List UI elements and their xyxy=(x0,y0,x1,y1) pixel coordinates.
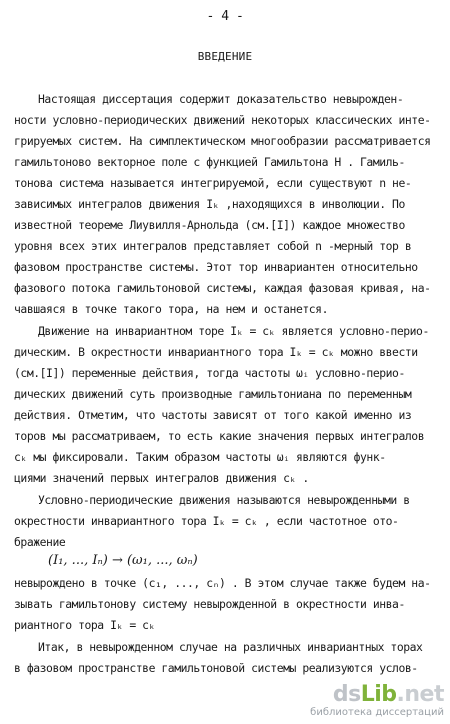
text-line: ности условно-периодических движений некоторых классических инте- xyxy=(14,113,431,127)
section-heading: ВВЕДЕНИЕ xyxy=(197,50,253,63)
text-line: Итак, в невырожденном случае на различных инвариантных торах xyxy=(38,640,423,654)
text-line: известной теореме Лиувилля-Арнольда (см.[I]) каждое множество xyxy=(14,218,405,232)
text-line: чавшаяся в точке такого тора, на нем и останется. xyxy=(14,302,328,316)
text-line: (см.[I]) переменные действия, тогда частоты ωᵢ условно-перио- xyxy=(14,366,405,380)
text-line: тонова система называется интегрируемой, если существуют n не- xyxy=(14,176,412,190)
dslib-logo: dsLib.net xyxy=(332,682,444,707)
watermark-subtitle: библиотека диссертаций xyxy=(310,707,444,718)
text-line: действия. Отметим, что частоты зависят от того какой именно из xyxy=(14,408,412,422)
dslib-watermark xyxy=(310,684,444,718)
text-line: риантного тора Iₖ = cₖ xyxy=(14,618,155,632)
text-line: дическим. В окрестности инвариантного тора Iₖ = cₖ можно ввести xyxy=(14,345,418,359)
text-line: циями значений первых интегралов движения cₖ . xyxy=(14,471,309,485)
text-line: дических движений суть производные гамильтониана по переменным xyxy=(14,387,412,401)
text-line: уровня всех этих интегралов представляет собой n -мерный тор в xyxy=(14,239,412,253)
page-number: - 4 - xyxy=(206,9,244,24)
text-line: бражение xyxy=(14,535,66,549)
text-line: фазовом пространстве системы. Этот тор инвариантен относительно xyxy=(14,260,418,274)
text-line: cₖ мы фиксировали. Таким образом частоты ωᵢ являются функ- xyxy=(14,450,386,464)
text-line: фазового потока гамильтоновой системы, каждая фазовая кривая, на- xyxy=(14,281,431,295)
text-line: торов мы рассматриваем, то есть какие значения первых интегралов xyxy=(14,429,425,443)
text-line: Настоящая диссертация содержит доказательство невырожден- xyxy=(38,92,404,106)
text-line: Условно-периодические движения называются невырожденными в xyxy=(38,493,410,507)
text-line: гамильтоново векторное поле с функцией Гамильтона H . Гамиль- xyxy=(14,155,405,169)
text-line: зависимых интегралов движения Iₖ ,находящихся в инволюции. По xyxy=(14,197,405,211)
text-line: невырождено в точке (c₁, ..., cₙ) . В этом случае также будем на- xyxy=(14,576,431,590)
text-line: в фазовом пространстве гамильтоновой системы реализуются услов- xyxy=(14,661,418,675)
text-line: грируемых систем. На симплектическом многообразии рассматривается xyxy=(14,134,431,148)
formula-line: (I₁, ..., Iₙ) → (ω₁, ..., ωₙ) xyxy=(48,553,198,568)
text-line: окрестности инвариантного тора Iₖ = cₖ , если частотное ото- xyxy=(14,514,399,528)
text-line: Движение на инвариантном торе Iₖ = cₖ является условно-перио- xyxy=(38,324,429,338)
text-line: зывать гамильтонову систему невырожденной в окрестности инва- xyxy=(14,597,405,611)
